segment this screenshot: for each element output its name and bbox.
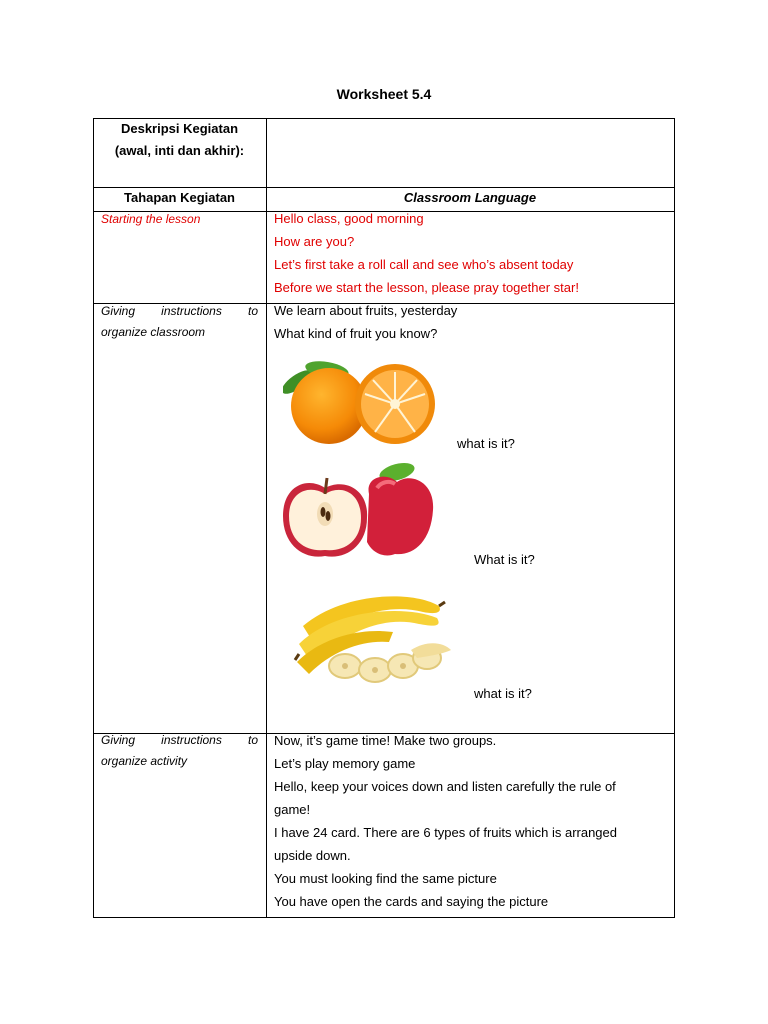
activity-table: [93, 118, 675, 918]
activity-line: game!: [274, 802, 311, 817]
classroom-lines: [274, 299, 666, 345]
classroom-line: We learn about fruits, yesterday: [274, 303, 458, 318]
organize-classroom-label: [101, 301, 258, 343]
starting-line: Hello class, good morning: [274, 211, 424, 226]
organize-activity-line-2: organize activity: [101, 754, 188, 768]
orange-image: [283, 354, 443, 450]
activity-line: Now, it’s game time! Make two groups.: [274, 733, 497, 748]
organize-activity-label: [101, 730, 258, 772]
starting-line: How are you?: [274, 234, 355, 249]
deskripsi-label: [101, 118, 258, 162]
header-classroom-language: Classroom Language: [403, 190, 537, 205]
orange-caption: what is it?: [457, 436, 515, 451]
deskripsi-line-2: (awal, inti dan akhir):: [114, 143, 245, 158]
activity-line: You have open the cards and saying the picture: [274, 894, 549, 909]
starting-lesson-lines: [274, 207, 666, 299]
organize-classroom-line-2: organize classroom: [101, 325, 206, 339]
starting-lesson-label: Starting the lesson: [101, 212, 201, 226]
page-title: Worksheet 5.4: [336, 86, 432, 102]
deskripsi-line-1: Deskripsi Kegiatan: [120, 121, 239, 136]
activity-lines: [274, 729, 666, 913]
activity-line: upside down.: [274, 848, 351, 863]
starting-line: Let’s first take a roll call and see who’s absent today: [274, 257, 574, 272]
activity-line: Let’s play memory game: [274, 756, 416, 771]
apple-image: [277, 458, 437, 566]
activity-line: I have 24 card. There are 6 types of fruits which is arranged: [274, 825, 617, 840]
banana-caption: what is it?: [474, 686, 532, 701]
table-border-bottom: [93, 917, 675, 918]
classroom-line: What kind of fruit you know?: [274, 326, 438, 341]
header-tahapan: Tahapan Kegiatan: [123, 190, 235, 205]
table-border-right: [674, 118, 675, 918]
activity-line: You must looking find the same picture: [274, 871, 497, 886]
starting-line: Before we start the lesson, please pray together star!: [274, 280, 579, 295]
apple-caption: What is it?: [474, 552, 535, 567]
table-border-left: [93, 118, 94, 918]
column-divider: [266, 118, 267, 918]
activity-line: Hello, keep your voices down and listen carefully the rule of: [274, 779, 616, 794]
organize-classroom-line-1: Giving instructions to: [101, 304, 258, 318]
organize-activity-line-1: Giving instructions to: [101, 733, 258, 747]
banana-image: [293, 584, 463, 692]
